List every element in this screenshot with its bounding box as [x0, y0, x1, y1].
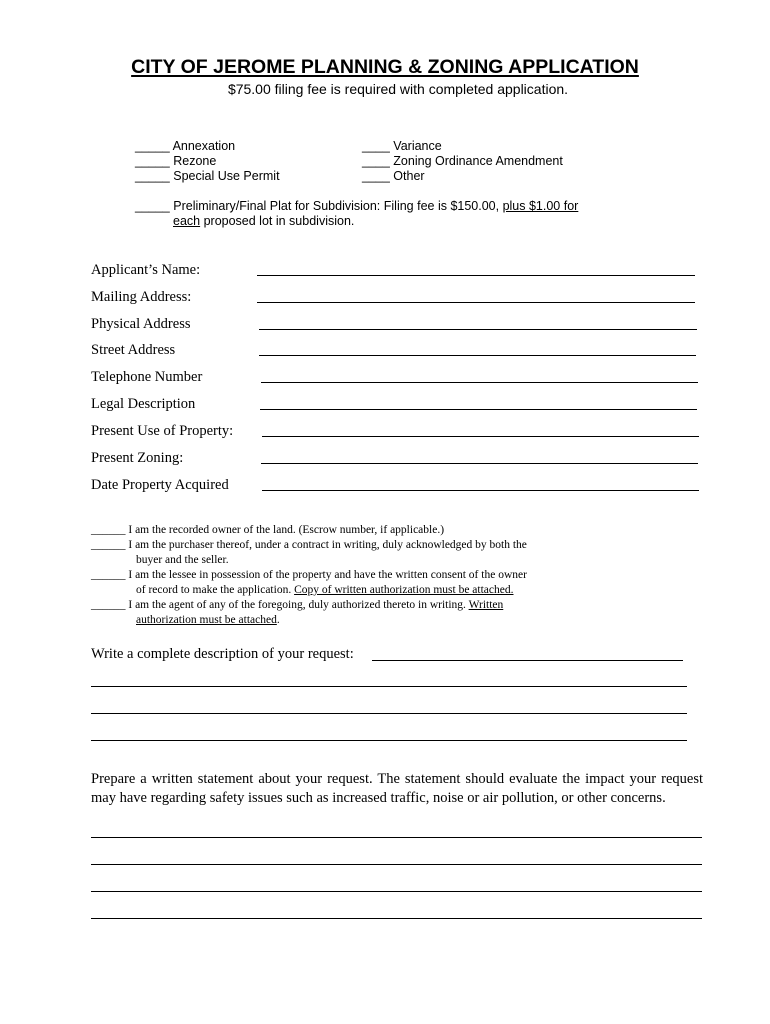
- statement-line[interactable]: [91, 918, 702, 919]
- filing-fee-note: $75.00 filing fee is required with completed application.: [227, 81, 569, 97]
- written-underlined: Written: [468, 599, 504, 611]
- plat-fee-continuation: [173, 214, 354, 229]
- ownership-lessee-continuation: [136, 583, 513, 598]
- option-blank: _____: [135, 154, 170, 168]
- statement-line[interactable]: [91, 864, 702, 865]
- ownership-agent-continuation: [136, 613, 280, 628]
- ownership-option-lessee[interactable]: [91, 568, 527, 583]
- option-preliminary-final-plat[interactable]: [135, 199, 578, 214]
- field-line-present-use[interactable]: [262, 436, 699, 437]
- plat-fee-underlined: plus $1.00 for: [502, 199, 579, 213]
- option-label: Preliminary/Final Plat for Subdivision: Filing fee is $150.00,: [173, 199, 503, 213]
- ownership-text: I am the agent of any of the foregoing, duly authorized thereto in writing.: [125, 599, 469, 611]
- option-rezone[interactable]: [135, 154, 216, 169]
- option-label: Variance: [393, 139, 442, 153]
- field-label-legal-description: Legal Description: [91, 396, 196, 412]
- request-description-line[interactable]: [372, 660, 683, 661]
- field-line-applicant-name[interactable]: [257, 275, 695, 276]
- field-label-present-use: Present Use of Property:: [91, 423, 234, 439]
- option-label: Special Use Permit: [173, 169, 280, 183]
- request-description-label: Write a complete description of your request:: [91, 646, 354, 662]
- field-label-applicant-name: Applicant’s Name:: [91, 262, 201, 278]
- option-other[interactable]: [362, 169, 425, 184]
- plat-each-underlined: each: [173, 214, 201, 228]
- request-description-line[interactable]: [91, 713, 687, 714]
- plat-line2-text: proposed lot in subdivision.: [200, 214, 355, 228]
- ownership-option-owner[interactable]: [91, 523, 444, 538]
- option-blank: _____: [135, 139, 170, 153]
- option-blank: _____: [135, 169, 170, 183]
- ownership-option-purchaser[interactable]: [91, 538, 527, 553]
- field-label-street-address: Street Address: [91, 342, 176, 358]
- authorization-required-note: Copy of written authorization must be attached.: [294, 584, 514, 596]
- option-blank: ____: [362, 154, 390, 168]
- ownership-text: I am the recorded owner of the land. (Escrow number, if applicable.): [125, 524, 445, 536]
- option-label: Other: [393, 169, 425, 183]
- request-description-line[interactable]: [91, 686, 687, 687]
- field-label-date-acquired: Date Property Acquired: [91, 477, 229, 493]
- field-line-physical-address[interactable]: [259, 329, 697, 330]
- field-line-street-address[interactable]: [259, 355, 696, 356]
- field-label-physical-address: Physical Address: [91, 316, 191, 332]
- option-label: Annexation: [172, 139, 236, 153]
- field-label-present-zoning: Present Zoning:: [91, 450, 184, 466]
- option-zoning-ordinance-amendment[interactable]: [362, 154, 563, 169]
- ownership-text: of record to make the application.: [136, 584, 295, 596]
- ownership-purchaser-continuation: buyer and the seller.: [136, 554, 229, 566]
- statement-line[interactable]: [91, 837, 702, 838]
- ownership-text: I am the lessee in possession of the property and have the written consent of the owner: [125, 569, 527, 581]
- field-line-date-acquired[interactable]: [262, 490, 699, 491]
- ownership-blank: ______: [91, 539, 126, 551]
- option-annexation[interactable]: [135, 139, 235, 154]
- option-blank: ____: [362, 169, 390, 183]
- ownership-blank: ______: [91, 524, 126, 536]
- field-label-telephone-number: Telephone Number: [91, 369, 203, 385]
- field-line-legal-description[interactable]: [260, 409, 697, 410]
- ownership-text: .: [276, 614, 280, 626]
- field-line-present-zoning[interactable]: [261, 463, 698, 464]
- option-label: Rezone: [173, 154, 217, 168]
- page-title: CITY OF JEROME PLANNING & ZONING APPLICATION: [131, 56, 639, 78]
- ownership-option-agent[interactable]: [91, 598, 503, 613]
- option-blank: _____: [135, 199, 170, 213]
- ownership-blank: ______: [91, 569, 126, 581]
- statement-instructions: Prepare a written statement about your request. The statement should evaluate the impact your request may have regarding safety issues such as increased traffic, noise or air pollution, or other concerns.: [91, 771, 703, 806]
- ownership-blank: ______: [91, 599, 126, 611]
- authorization-required-note: authorization must be attached: [136, 614, 277, 626]
- option-blank: ____: [362, 139, 390, 153]
- field-line-telephone-number[interactable]: [261, 382, 698, 383]
- statement-line[interactable]: [91, 891, 702, 892]
- field-label-mailing-address: Mailing Address:: [91, 289, 192, 305]
- option-variance[interactable]: [362, 139, 442, 154]
- field-line-mailing-address[interactable]: [257, 302, 695, 303]
- ownership-text: I am the purchaser thereof, under a contract in writing, duly acknowledged by both the: [125, 539, 527, 551]
- option-special-use-permit[interactable]: [135, 169, 280, 184]
- request-description-line[interactable]: [91, 740, 687, 741]
- option-label: Zoning Ordinance Amendment: [393, 154, 563, 168]
